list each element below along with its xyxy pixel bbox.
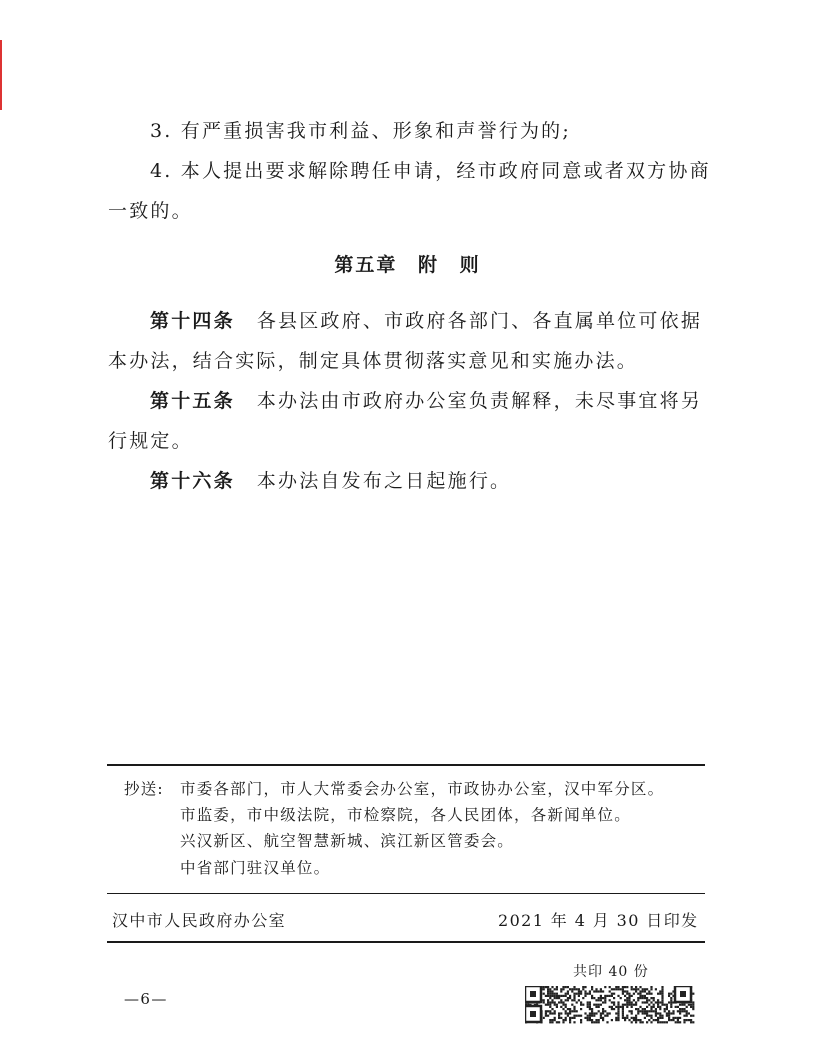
issue-date: 2021 年 4 月 30 日印发 — [498, 911, 699, 930]
barcode-icon — [525, 986, 695, 1024]
copy-count: 共印 40 份 — [573, 964, 649, 980]
page-number: —6— — [124, 990, 168, 1008]
cc-line-2: 市监委，市中级法院，市检察院，各人民团体，各新闻单位。 — [180, 806, 631, 824]
article-14-label: 第十四条 — [150, 310, 235, 332]
article-14-text: 各县区政府、市政府各部门、各直属单位可依据 — [256, 310, 703, 332]
chapter-title-b: 则 — [459, 254, 481, 276]
article-16-line1 — [150, 466, 511, 493]
chapter-number: 第五章 — [334, 254, 398, 276]
item-4-line2: 一致的。 — [108, 200, 193, 222]
footer-rule — [107, 941, 705, 943]
item-4-line1: 4. 本人提出要求解除聘任申请，经市政府同意或者双方协商 — [150, 160, 711, 182]
article-15-line2: 行规定。 — [108, 430, 193, 452]
article-15-text: 本办法由市政府办公室负责解释，未尽事宜将另 — [256, 390, 703, 412]
article-14-line1 — [150, 306, 702, 333]
chapter-title-a: 附 — [417, 254, 439, 276]
issuing-office: 汉中市人民政府办公室 — [112, 911, 287, 930]
article-16-label: 第十六条 — [150, 470, 235, 492]
chapter-heading — [0, 250, 815, 277]
item-3: 3. 有严重损害我市利益、形象和声誉行为的; — [150, 120, 571, 142]
cc-top-rule — [107, 764, 705, 766]
margin-mark — [0, 40, 2, 110]
article-15-line1 — [150, 386, 702, 413]
article-14-line2: 本办法，结合实际，制定具体贯彻落实意见和实施办法。 — [108, 350, 639, 372]
cc-line-3: 兴汉新区、航空智慧新城、滨江新区管委会。 — [180, 832, 515, 850]
article-16-text: 本办法自发布之日起施行。 — [256, 470, 512, 492]
cc-line-4: 中省部门驻汉单位。 — [180, 859, 331, 877]
cc-line-1: 市委各部门，市人大常委会办公室，市政协办公室，汉中军分区。 — [180, 780, 665, 798]
cc-bottom-rule — [107, 893, 705, 894]
cc-label: 抄送: — [124, 780, 164, 798]
article-15-label: 第十五条 — [150, 390, 235, 412]
